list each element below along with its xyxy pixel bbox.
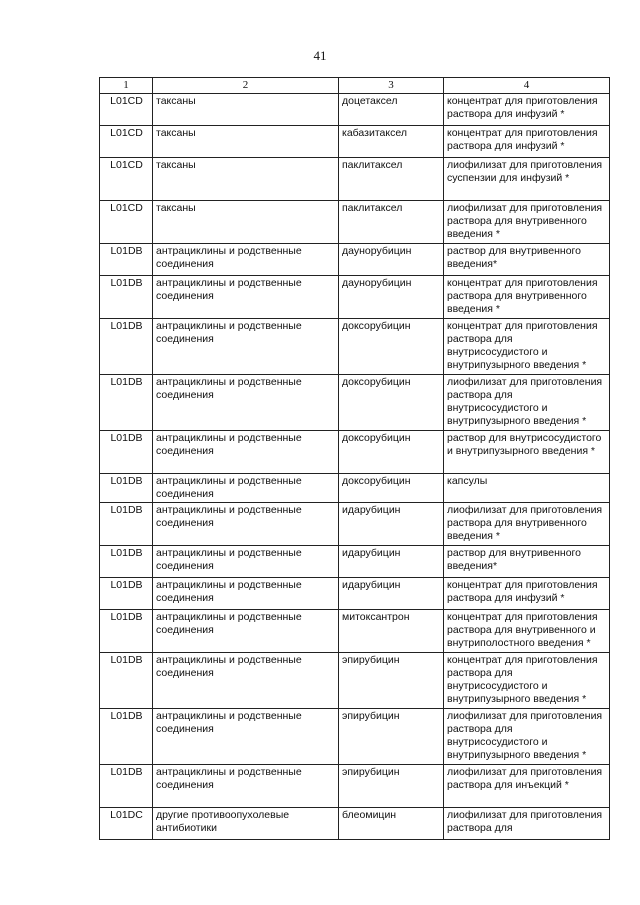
pharm-group-cell: антрациклины и родственные соединения [153, 578, 339, 610]
pharm-group-cell: таксаны [153, 158, 339, 201]
table-row [100, 276, 610, 319]
header-col-3: 3 [339, 78, 444, 94]
table-row [100, 319, 610, 375]
table-row [100, 244, 610, 276]
substance-cell: идарубицин [339, 546, 444, 578]
dosage-form-cell: лиофилизат для приготовления раствора для внутрисосудистого и внутрипузырного введения * [444, 709, 610, 765]
pharm-group-cell: таксаны [153, 126, 339, 158]
atc-code-cell: L01DB [100, 503, 153, 546]
dosage-form-cell: лиофилизат для приготовления раствора для внутривенного введения * [444, 503, 610, 546]
substance-cell: митоксантрон [339, 610, 444, 653]
substance-cell: доксорубицин [339, 375, 444, 431]
atc-code-cell: L01DB [100, 653, 153, 709]
table-row [100, 94, 610, 126]
table-row [100, 653, 610, 709]
dosage-form-cell: лиофилизат для приготовления раствора для внутрисосудистого и внутрипузырного введения * [444, 375, 610, 431]
substance-cell: эпирубицин [339, 765, 444, 808]
substance-cell: блеомицин [339, 808, 444, 840]
table-row [100, 709, 610, 765]
atc-code-cell: L01DB [100, 276, 153, 319]
table-row [100, 546, 610, 578]
pharm-group-cell: антрациклины и родственные соединения [153, 474, 339, 503]
pharm-group-cell: антрациклины и родственные соединения [153, 276, 339, 319]
atc-code-cell: L01CD [100, 94, 153, 126]
pharm-group-cell: антрациклины и родственные соединения [153, 375, 339, 431]
atc-code-cell: L01DB [100, 765, 153, 808]
atc-code-cell: L01DB [100, 244, 153, 276]
pharm-group-cell: другие противоопухолевые антибиотики [153, 808, 339, 840]
table-row [100, 578, 610, 610]
page-number: 41 [313, 48, 327, 63]
atc-code-cell: L01DB [100, 610, 153, 653]
dosage-form-cell: концентрат для приготовления раствора для инфузий * [444, 126, 610, 158]
atc-code-cell: L01DB [100, 375, 153, 431]
table-row [100, 375, 610, 431]
atc-code-cell: L01CD [100, 201, 153, 244]
pharm-group-cell: антрациклины и родственные соединения [153, 765, 339, 808]
atc-code-cell: L01DB [100, 578, 153, 610]
pharm-group-cell: антрациклины и родственные соединения [153, 546, 339, 578]
atc-code-cell: L01DB [100, 319, 153, 375]
dosage-form-cell: капсулы [444, 474, 610, 503]
substance-cell: даунорубицин [339, 244, 444, 276]
substance-cell: идарубицин [339, 578, 444, 610]
dosage-form-cell: раствор для внутривенного введения* [444, 546, 610, 578]
table-row [100, 610, 610, 653]
pharm-group-cell: антрациклины и родственные соединения [153, 244, 339, 276]
substance-cell: идарубицин [339, 503, 444, 546]
dosage-form-cell: лиофилизат для приготовления раствора для внутривенного введения * [444, 201, 610, 244]
dosage-form-cell: лиофилизат для приготовления суспензии для инфузий * [444, 158, 610, 201]
header-col-4: 4 [444, 78, 610, 94]
substance-cell: даунорубицин [339, 276, 444, 319]
dosage-form-cell: концентрат для приготовления раствора для инфузий * [444, 578, 610, 610]
pharm-group-cell: антрациклины и родственные соединения [153, 610, 339, 653]
header-col-1: 1 [100, 78, 153, 94]
table-body [100, 94, 610, 840]
atc-code-cell: L01DB [100, 431, 153, 474]
substance-cell: эпирубицин [339, 653, 444, 709]
substance-cell: паклитаксел [339, 158, 444, 201]
substance-cell: кабазитаксел [339, 126, 444, 158]
pharm-group-cell: антрациклины и родственные соединения [153, 431, 339, 474]
pharm-group-cell: антрациклины и родственные соединения [153, 503, 339, 546]
dosage-form-cell: раствор для внутрисосудистого и внутрипузырного введения * [444, 431, 610, 474]
table-row [100, 126, 610, 158]
dosage-form-cell: концентрат для приготовления раствора для внутривенного введения * [444, 276, 610, 319]
dosage-form-cell: концентрат для приготовления раствора для внутрисосудистого и внутрипузырного введения * [444, 319, 610, 375]
dosage-form-cell: концентрат для приготовления раствора для инфузий * [444, 94, 610, 126]
atc-code-cell: L01DB [100, 474, 153, 503]
substance-cell: паклитаксел [339, 201, 444, 244]
dosage-form-cell: раствор для внутривенного введения* [444, 244, 610, 276]
dosage-form-cell: концентрат для приготовления раствора для внутривенного и внутриполостного введения * [444, 610, 610, 653]
pharm-group-cell: таксаны [153, 201, 339, 244]
table-row [100, 503, 610, 546]
pharm-group-cell: антрациклины и родственные соединения [153, 653, 339, 709]
dosage-form-cell: лиофилизат для приготовления раствора для инъекций * [444, 765, 610, 808]
table-row [100, 765, 610, 808]
pharm-group-cell: антрациклины и родственные соединения [153, 709, 339, 765]
pharm-group-cell: таксаны [153, 94, 339, 126]
table-row [100, 474, 610, 503]
substance-cell: доксорубицин [339, 319, 444, 375]
table-row [100, 201, 610, 244]
drug-table [99, 77, 610, 840]
atc-code-cell: L01DC [100, 808, 153, 840]
table-row [100, 158, 610, 201]
table-row [100, 808, 610, 840]
table-row [100, 431, 610, 474]
substance-cell: доксорубицин [339, 431, 444, 474]
atc-code-cell: L01CD [100, 158, 153, 201]
substance-cell: эпирубицин [339, 709, 444, 765]
header-row [100, 78, 610, 94]
dosage-form-cell: лиофилизат для приготовления раствора для [444, 808, 610, 840]
atc-code-cell: L01CD [100, 126, 153, 158]
atc-code-cell: L01DB [100, 546, 153, 578]
atc-code-cell: L01DB [100, 709, 153, 765]
pharm-group-cell: антрациклины и родственные соединения [153, 319, 339, 375]
substance-cell: доцетаксел [339, 94, 444, 126]
dosage-form-cell: концентрат для приготовления раствора для внутрисосудистого и внутрипузырного введения * [444, 653, 610, 709]
header-col-2: 2 [153, 78, 339, 94]
substance-cell: доксорубицин [339, 474, 444, 503]
